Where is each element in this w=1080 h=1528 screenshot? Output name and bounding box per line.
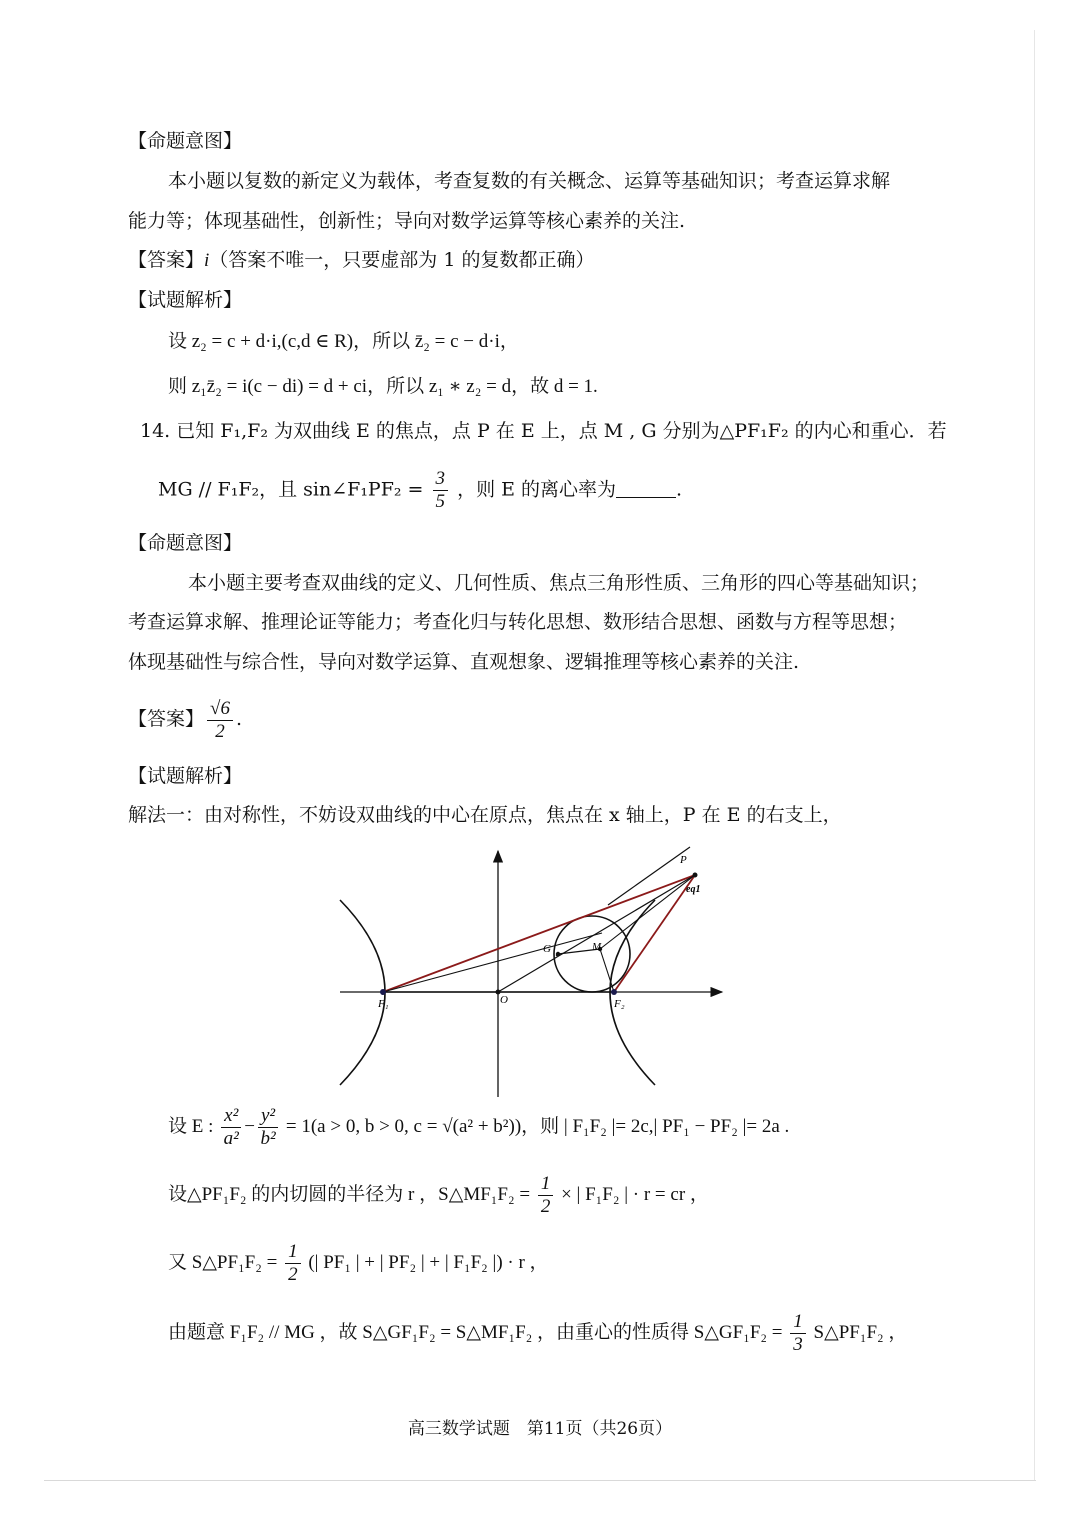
question-14-line1 [140, 418, 947, 444]
intent-header-13: 【命题意图】 [128, 130, 243, 152]
question-end: . [676, 478, 683, 501]
method-one-intro: 解法一：由对称性，不妨设双曲线的中心在原点，焦点在 x 轴上，P 在 E 的右支上， [128, 804, 842, 826]
tangent-line [608, 847, 690, 905]
eq-suffix: S△PF₁F₂ ， [813, 1322, 908, 1343]
median-PO [498, 875, 695, 992]
point-G [556, 952, 560, 956]
label-O: O [500, 994, 508, 1006]
fraction-denominator: b² [260, 1128, 276, 1150]
answer-label: 【答案】 [128, 249, 205, 271]
fraction-denominator: 3 [793, 1334, 803, 1356]
fraction-denominator: a² [223, 1128, 239, 1150]
label-eq1: eq1 [686, 884, 701, 895]
fraction-numerator: x² [221, 1105, 241, 1128]
answer-note: （答案不唯一，只要虚部为 1 的复数都正确） [209, 249, 595, 271]
side-PF1 [383, 875, 695, 992]
equation-area-PF1F2 [168, 1240, 549, 1286]
scan-edge-right [1034, 30, 1035, 1480]
sine-fraction [433, 468, 449, 513]
equation-centroid [168, 1310, 907, 1356]
eq-suffix: × | F₁F₂ | · r = cr ， [561, 1184, 709, 1205]
hyperbola-figure [330, 845, 730, 1100]
bisector-MP [600, 875, 695, 949]
x-fraction [221, 1105, 241, 1150]
eq-suffix: = 1(a > 0, b > 0, c = √(a² + b²))，则 | F₁F₂ |= 2c,| PF₁ − PF₂ |= 2a . [285, 1116, 790, 1137]
answer-label: 【答案】 [128, 708, 205, 730]
fraction-denominator: 2 [215, 720, 225, 742]
solution-step-2: 则 z₁z̄₂ = i(c − di) = d + ci，所以 z₁ ∗ z₂ = d，故 d = 1. [168, 376, 598, 397]
fraction-numerator: 3 [433, 468, 449, 491]
intent-text-14-line3: 体现基础性与综合性，导向对数学运算、直观想象、逻辑推理等核心素养的关注. [128, 651, 800, 673]
minus-sign: − [244, 1116, 255, 1137]
fraction-numerator: y² [258, 1105, 278, 1128]
intent-header-14: 【命题意图】 [128, 532, 243, 554]
fraction-numerator: 1 [790, 1311, 806, 1334]
intent-text-13-line1: 本小题以复数的新定义为载体，考查复数的有关概念、运算等基础知识；考查运算求解 [168, 170, 891, 192]
label-F1: F₁ [378, 998, 389, 1010]
fraction-numerator: √6 [207, 698, 233, 721]
point-P [693, 873, 698, 878]
eq-prefix: 设 E : [168, 1116, 214, 1137]
half-fraction [538, 1173, 554, 1218]
answer-end: . [235, 708, 242, 730]
answer-13 [128, 247, 594, 274]
question-14-line2 [158, 468, 682, 513]
answer-value: i [204, 250, 210, 271]
analysis-header-13: 【试题解析】 [128, 289, 243, 311]
analysis-header-14: 【试题解析】 [128, 765, 243, 787]
eq-prefix: 由题意 F₁F₂ // MG ，故 S△GF₁F₂ = S△MF₁F₂ ，由重心的性质得 S△GF₁F₂ = [168, 1322, 783, 1343]
point-F2 [611, 989, 617, 995]
equation-hyperbola [168, 1104, 789, 1150]
fraction-numerator: 1 [538, 1173, 554, 1196]
line-F1-to-side [383, 933, 602, 992]
y-fraction [258, 1105, 278, 1150]
fraction-denominator: 2 [288, 1264, 298, 1286]
label-F2: F₂ [614, 998, 625, 1010]
question-text: 已知 F₁,F₂ 为双曲线 E 的焦点，点 P 在 E 上，点 M , G 分别为△PF₁F₂ 的内心和重心．若 [176, 420, 947, 442]
scan-edge-bottom [44, 1480, 1036, 1481]
intent-text-13-line2: 能力等；体现基础性，创新性；导向对数学运算等核心素养的关注. [128, 210, 686, 232]
eq-prefix: 又 S△PF₁F₂ = [168, 1252, 278, 1273]
question-ask: ，则 E 的离心率为 [457, 478, 617, 501]
half-fraction [285, 1241, 301, 1286]
third-fraction [790, 1311, 806, 1356]
label-P: P [680, 854, 687, 866]
intent-text-14-line1: 本小题主要考查双曲线的定义、几何性质、焦点三角形性质、三角形的四心等基础知识； [188, 572, 930, 594]
eq-prefix: 设△PF₁F₂ 的内切圆的半径为 r ，S△MF₁F₂ = [168, 1184, 531, 1205]
answer-blank [616, 479, 676, 498]
fraction-numerator: 1 [285, 1241, 301, 1264]
intent-text-14-line2: 考查运算求解、推理论证等能力；考查化归与转化思想、数形结合思想、函数与方程等思想； [128, 611, 908, 633]
question-condition: MG // F₁F₂，且 sin∠F₁PF₂ = [158, 478, 424, 501]
fraction-denominator: 5 [435, 491, 446, 512]
fraction-denominator: 2 [540, 1196, 551, 1218]
solution-step-1: 设 z₂ = c + d·i,(c,d ∈ R)，所以 z̄₂ = c − d·i， [168, 331, 519, 352]
question-number: 14. [140, 420, 171, 442]
answer-14 [128, 694, 242, 744]
label-G: G [543, 943, 551, 955]
answer-fraction [207, 698, 233, 743]
point-F1 [380, 989, 386, 995]
page-footer: 高三数学试题 第11页（共26页） [407, 1419, 673, 1439]
eq-suffix: (| PF₁ | + | PF₂ | + | F₁F₂ |) · r ， [308, 1252, 549, 1273]
equation-area-MF1F2 [168, 1172, 709, 1218]
label-M: M [592, 941, 602, 953]
